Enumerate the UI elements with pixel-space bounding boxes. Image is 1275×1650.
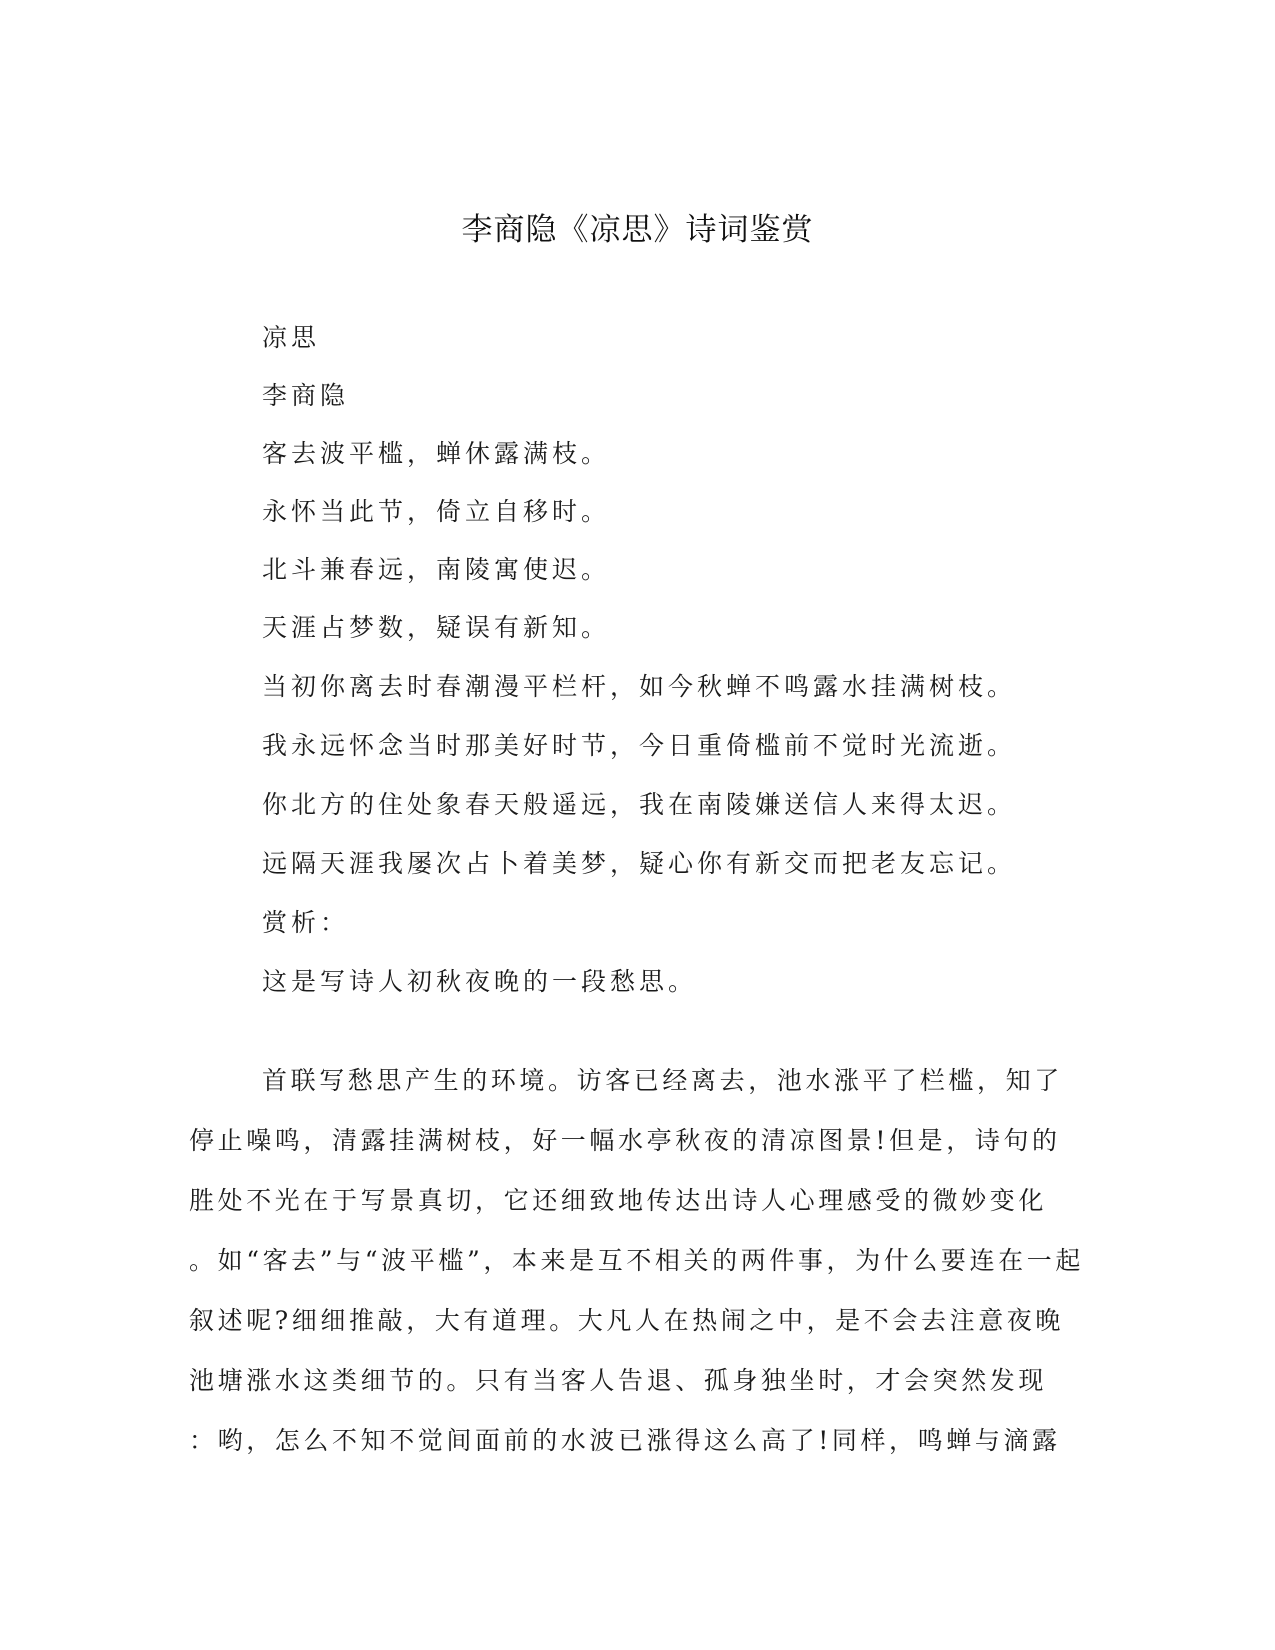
poem-line: 天涯占梦数，疑误有新知。 — [262, 613, 611, 642]
appreciation-heading: 赏析： — [262, 908, 350, 937]
translation-line: 当初你离去时春潮漫平栏杆，如今秋蝉不鸣露水挂满树枝。 — [262, 672, 1017, 701]
appreciation-paragraph — [189, 1063, 1084, 1483]
translation-line: 你北方的住处象春天般遥远，我在南陵嫌送信人来得太迟。 — [262, 790, 1017, 819]
poem-line: 北斗兼春远，南陵寓使迟。 — [262, 555, 611, 584]
document-title: 李商隐《凉思》诗词鉴赏 — [461, 212, 814, 248]
appreciation-intro: 这是写诗人初秋夜晚的一段愁思。 — [262, 967, 698, 996]
poem-title: 凉思 — [262, 323, 321, 352]
paragraph-line: 胜处不光在于写景真切，它还细致地传达出诗人心理感受的微妙变化 — [189, 1186, 1048, 1215]
translation-line: 远隔天涯我屡次占卜着美梦，疑心你有新交而把老友忘记。 — [262, 849, 1017, 878]
paragraph-line: 首联写愁思产生的环境。访客已经离去，池水涨平了栏槛，知了 — [262, 1066, 1063, 1095]
paragraph-line: 池塘涨水这类细节的。只有当客人告退、孤身独坐时，才会突然发现 — [189, 1366, 1048, 1395]
translation-line: 我永远怀念当时那美好时节，今日重倚槛前不觉时光流逝。 — [262, 731, 1017, 760]
poem-line: 永怀当此节，倚立自移时。 — [262, 497, 611, 526]
paragraph-line: 停止噪鸣，清露挂满树枝，好一幅水亭秋夜的清凉图景!但是，诗句的 — [189, 1126, 1061, 1155]
paragraph-line: 叙述呢?细细推敲，大有道理。大凡人在热闹之中，是不会去注意夜晚 — [189, 1306, 1065, 1335]
poem-author: 李商隐 — [262, 381, 350, 410]
paragraph-line: 。如“客去”与“波平槛”，本来是互不相关的两件事，为什么要连在一起 — [189, 1246, 1084, 1275]
paragraph-line: ：哟，怎么不知不觉间面前的水波已涨得这么高了!同样，鸣蝉与滴露 — [189, 1426, 1061, 1455]
poem-line: 客去波平槛，蝉休露满枝。 — [262, 439, 611, 468]
